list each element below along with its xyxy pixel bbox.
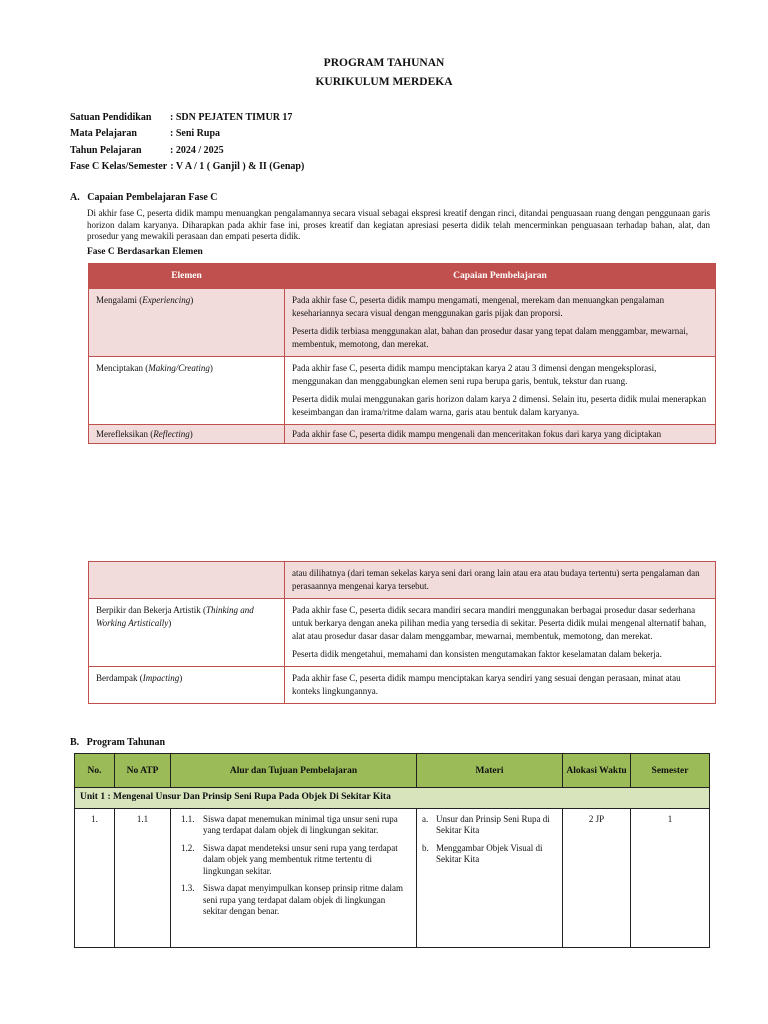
- info-value: : V A / 1 ( Ganjil ) & II (Genap): [170, 160, 305, 172]
- materi-item: b. Menggambar Objek Visual di Sekitar Kita: [422, 842, 543, 864]
- section-a-paragraph: Di akhir fase C, peserta didik mampu menuangkan pengalamannya secara visual sebagai ekspresi kreatif dengan rinci, ditandai penguasaan ruang dengan penggunaan garis horizon dalam karyanya. Diharapkan pada akhir fase ini, proses kreatif dan kegiatan apresiasi peserta didik telah mencerminkan penguasaan terhadap bahan, alat, dan prosedur yang mewakili perasaan dan empati peserta didik.: [87, 208, 710, 241]
- document-subtitle: KURIKULUM MERDEKA: [315, 76, 453, 88]
- column-header-semester: Semester: [631, 754, 710, 788]
- section-a-subheading: Fase C Berdasarkan Elemen: [87, 247, 203, 257]
- row-no: 1.: [75, 808, 115, 947]
- info-label: Fase C Kelas/Semester: [70, 160, 168, 172]
- capaian-cell: Pada akhir fase C, peserta didik mampu menciptakan karya 2 atau 3 dimensi dengan mengeksplorasi, menggunakan dan menggabungkan elemen seni rupa berupa garis, bentuk, tekstur dan ruang. Peserta didik mulai menggunakan garis horizon dalam karya 2 dimensi. Selain itu, peserta didik mulai menerapkan keseimbangan dan irama/ritme dalam warna, garis atau bentuk dalam karyanya.: [285, 357, 716, 425]
- capaian-cell: Pada akhir fase C, peserta didik secara mandiri secara mandiri menggunakan berbagai prosedur dasar sederhana untuk berkarya dengan aneka pilihan media yang tersedia di sekitar. Peserta didik mulai mengenal alternatif bahan, alat atau prosedur dasar dasar dalam menggambar, mewarnai, membentuk, memotong, dan merekat. Peserta didik mengetahui, memahami dan konsisten mengutamakan faktor keselamatan dalam bekerja.: [285, 599, 716, 667]
- elemen-cell: Mengalami (Experiencing): [89, 289, 285, 357]
- capaian-cell: Pada akhir fase C, peserta didik mampu menciptakan karya sendiri yang sesuai dengan perasaan, minat atau konteks lingkungannya.: [285, 667, 716, 704]
- column-header-alur: Alur dan Tujuan Pembelajaran: [171, 754, 417, 788]
- info-value: : Seni Rupa: [170, 128, 221, 140]
- capaian-table-continued: [88, 561, 716, 704]
- info-value: : 2024 / 2025: [170, 144, 224, 156]
- table-row: [89, 289, 716, 357]
- section-b-heading: B. Program Tahunan: [70, 737, 166, 748]
- column-header-capaian: Capaian Pembelajaran: [285, 264, 716, 289]
- elemen-cell: Berdampak (Impacting): [89, 667, 285, 704]
- info-label: Tahun Pelajaran: [70, 144, 142, 156]
- materi-item: a. Unsur dan Prinsip Seni Rupa di Sekitar Kita: [422, 813, 550, 835]
- info-label: Mata Pelajaran: [70, 128, 137, 140]
- elemen-cell: Merefleksikan (Reflecting): [89, 425, 285, 444]
- column-header-elemen: Elemen: [89, 264, 285, 289]
- capaian-cell: Pada akhir fase C, peserta didik mampu mengamati, mengenal, merekam dan menuangkan pengalaman kesehariannya secara visual dengan menggunakan garis pijak dan proporsi. Peserta didik terbiasa menggunakan alat, bahan dan prosedur dasar yang tepat dalam menggambar, mewarnai, membentuk, memotong, dan merekat.: [285, 289, 716, 357]
- semester-cell: 1: [631, 808, 710, 947]
- capaian-table: [88, 263, 716, 444]
- document-title: PROGRAM TAHUNAN: [323, 57, 445, 69]
- capaian-cell: Pada akhir fase C, peserta didik mampu mengenali dan menceritakan fokus dari karya yang diciptakan: [285, 425, 716, 444]
- column-header-materi: Materi: [417, 754, 563, 788]
- row-no-atp: 1.1: [115, 808, 171, 947]
- column-header-alokasi: Alokasi Waktu: [563, 754, 631, 788]
- unit-row: [75, 788, 710, 809]
- elemen-cell: Berpikir dan Bekerja Artistik (Thinking and Working Artistically): [89, 599, 285, 667]
- table-row: [89, 357, 716, 425]
- info-value: : SDN PEJATEN TIMUR 17: [170, 112, 293, 123]
- unit-title: Unit 1 : Mengenal Unsur Dan Prinsip Seni Rupa Pada Objek Di Sekitar Kita: [75, 788, 710, 809]
- objective-item: 1.1. Siswa dapat menemukan minimal tiga unsur seni rupa yang terdapat dalam objek di lingkungan sekitar.: [181, 813, 398, 835]
- table-row: [89, 562, 716, 599]
- info-row: [70, 110, 304, 126]
- alokasi-cell: 2 JP: [563, 808, 631, 947]
- objectives-cell: [171, 808, 417, 947]
- table-row: [89, 599, 716, 667]
- column-header-no: No.: [75, 754, 115, 788]
- materi-cell: [417, 808, 563, 947]
- info-label: Satuan Pendidikan: [70, 112, 152, 123]
- info-row: [70, 126, 304, 142]
- elemen-cell: Menciptakan (Making/Creating): [89, 357, 285, 425]
- table-row: [89, 667, 716, 704]
- program-tahunan-table: [74, 753, 710, 948]
- capaian-cell: atau dilihatnya (dari teman sekelas karya seni dari orang lain atau era atau budaya tertentu) serta pengalaman dan perasaannya mengenai karya tersebut.: [285, 562, 716, 599]
- info-row: [70, 159, 304, 175]
- elemen-cell: [89, 562, 285, 599]
- objective-item: 1.2. Siswa dapat mendeteksi unsur seni rupa yang terdapat dalam objek yang membentuk ritme tertentu di lingkungan sekitar.: [181, 842, 398, 876]
- info-row: [70, 143, 304, 159]
- section-a-heading: A. Capaian Pembelajaran Fase C: [70, 192, 218, 203]
- column-header-no-atp: No ATP: [115, 754, 171, 788]
- identity-block: [70, 110, 304, 175]
- table-row: [75, 808, 710, 947]
- objective-item: 1.3. Siswa dapat menyimpulkan konsep prinsip ritme dalam seni rupa yang terdapat dalam objek di lingkungan sekitar dengan benar.: [181, 883, 403, 916]
- table-row: [89, 425, 716, 444]
